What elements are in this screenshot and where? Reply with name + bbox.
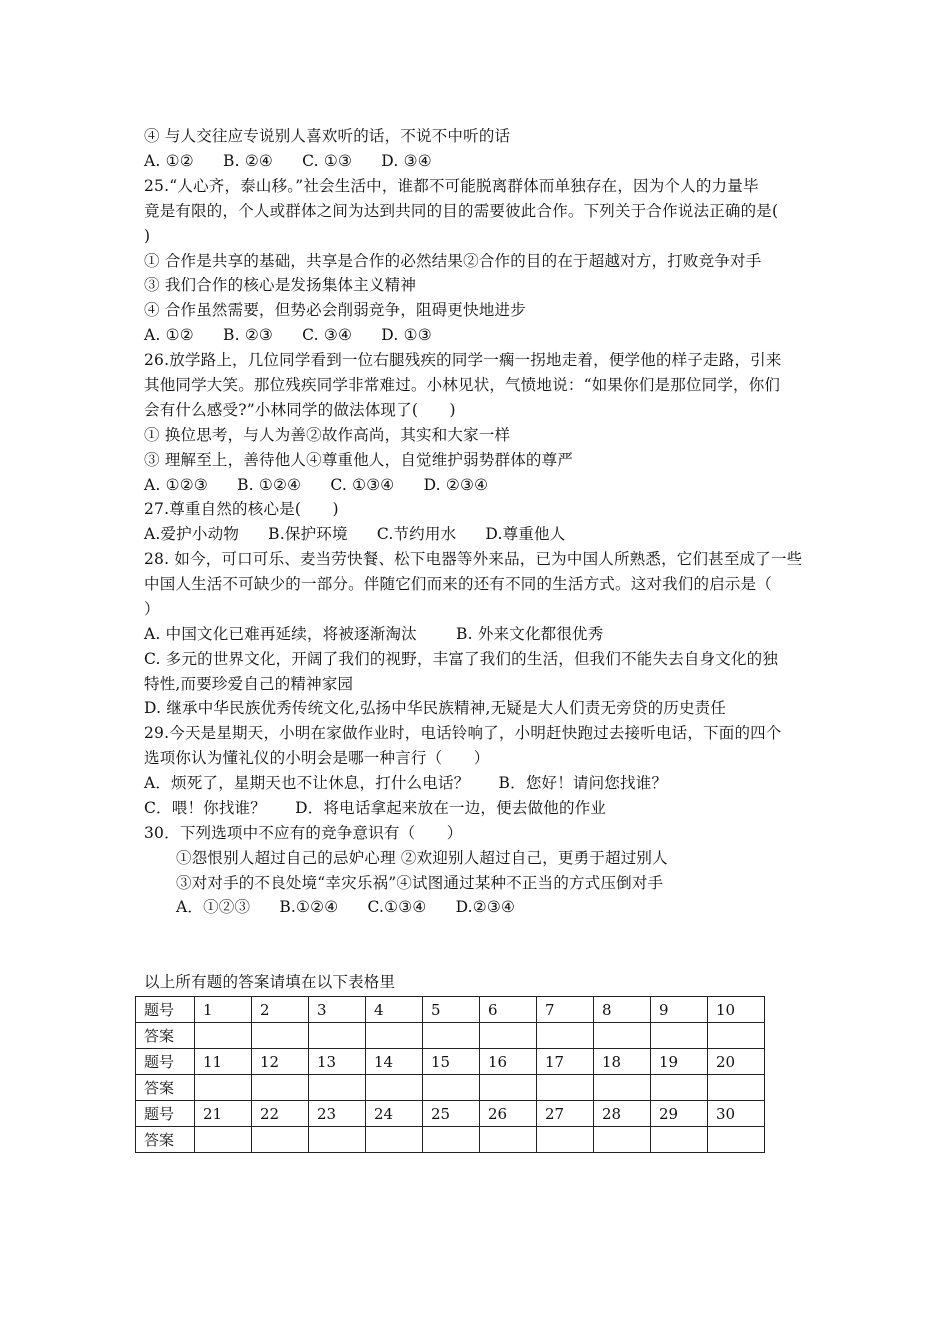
question-25-statement-4: ④ 合作虽然需要，但势必会削弱竞争，阻碍更快地进步	[144, 301, 526, 319]
question-number-cell: 21	[195, 1101, 252, 1127]
question-number-cell: 9	[651, 997, 708, 1023]
answer-cell[interactable]	[366, 1023, 423, 1049]
answer-cell[interactable]	[594, 1127, 651, 1153]
answer-cell[interactable]	[480, 1023, 537, 1049]
table-row-answers	[136, 1127, 765, 1153]
question-25-statement-1: ① 合作是共享的基础，共享是合作的必然结果②合作的目的在于超越对方，打败竞争对手	[144, 252, 762, 270]
question-number-cell: 24	[366, 1101, 423, 1127]
question-number-cell: 29	[651, 1101, 708, 1127]
answer-cell[interactable]	[594, 1023, 651, 1049]
question-26-text-3: 会有什么感受?”小林同学的做法体现了( )	[144, 401, 456, 419]
table-row-numbers	[136, 997, 765, 1023]
question-number-cell: 14	[366, 1049, 423, 1075]
question-number-cell: 27	[537, 1101, 594, 1127]
answer-cell[interactable]	[708, 1023, 765, 1049]
question-number-cell: 25	[423, 1101, 480, 1127]
question-28-text-3: ）	[144, 600, 160, 618]
question-30-statement-1: ①怨恨别人超过自己的忌妒心理 ②欢迎别人超过自己，更勇于超过别人	[176, 849, 668, 867]
question-number-cell: 26	[480, 1101, 537, 1127]
question-number-cell: 7	[537, 997, 594, 1023]
choice-b: B.①②④	[279, 898, 339, 916]
choice-a: A.爱护小动物	[144, 525, 240, 543]
choice-b: B. ②③	[222, 326, 274, 344]
choice-c: C.节约用水	[376, 525, 457, 543]
question-26-statement-1: ① 换位思考，与人为善②故作高尚，其实和大家一样	[144, 426, 511, 444]
answer-cell[interactable]	[708, 1075, 765, 1101]
answer-cell[interactable]	[252, 1075, 309, 1101]
answer-cell[interactable]	[537, 1075, 594, 1101]
answer-cell[interactable]	[252, 1127, 309, 1153]
question-number-cell: 4	[366, 997, 423, 1023]
answer-cell[interactable]	[309, 1075, 366, 1101]
choice-c: C．喂！你找谁？	[144, 799, 266, 817]
choice-a: A. ①②	[144, 152, 194, 170]
question-30-text: 30．下列选项中不应有的竞争意识有（ ）	[144, 824, 463, 842]
answer-cell[interactable]	[423, 1127, 480, 1153]
table-row-answers	[136, 1075, 765, 1101]
question-number-cell: 12	[252, 1049, 309, 1075]
question-number-cell: 22	[252, 1101, 309, 1127]
answer-cell[interactable]	[195, 1127, 252, 1153]
answer-cell[interactable]	[309, 1023, 366, 1049]
question-number-cell: 3	[309, 997, 366, 1023]
answer-cell[interactable]	[708, 1127, 765, 1153]
question-29-text-1: 29.今天是星期天，小明在家做作业时，电话铃响了，小明赶快跑过去接听电话，下面的四个	[144, 724, 782, 742]
question-number-cell: 8	[594, 997, 651, 1023]
choice-a: A. ①②	[144, 326, 194, 344]
question-29-choices-ab	[144, 771, 691, 795]
answer-cell[interactable]	[252, 1023, 309, 1049]
answer-cell[interactable]	[594, 1075, 651, 1101]
question-24-choices	[144, 149, 456, 173]
choice-d: D. ①③	[381, 326, 432, 344]
question-28-text-1: 28. 如今，可口可乐、麦当劳快餐、松下电器等外来品，已为中国人所熟悉，它们甚至成了一些	[144, 550, 803, 568]
question-26-text-2: 其他同学大笑。那位残疾同学非常难过。小林见状，气愤地说：“如果你们是那位同学，你们	[144, 376, 781, 394]
answer-cell[interactable]	[480, 1127, 537, 1153]
question-30-statement-3: ③对对手的不良处境“幸灾乐祸”④试图通过某种不正当的方式压倒对手	[176, 874, 664, 892]
row-label-answer: 答案	[136, 1075, 195, 1101]
question-number-cell: 15	[423, 1049, 480, 1075]
question-29-choices-cd	[144, 796, 630, 820]
answer-cell[interactable]	[309, 1127, 366, 1153]
question-number-cell: 2	[252, 997, 309, 1023]
question-28-choice-c-2: 特性,而要珍爱自己的精神家园	[144, 675, 354, 693]
question-27-text: 27.尊重自然的核心是( )	[144, 500, 339, 518]
question-number-cell: 16	[480, 1049, 537, 1075]
answer-cell[interactable]	[480, 1075, 537, 1101]
row-label-question-number: 题号	[136, 1101, 195, 1127]
choice-b: B. ①②④	[237, 476, 302, 494]
table-row-numbers	[136, 1049, 765, 1075]
question-number-cell: 23	[309, 1101, 366, 1127]
answer-cell[interactable]	[537, 1127, 594, 1153]
answer-cell[interactable]	[651, 1075, 708, 1101]
question-28-choice-d: D. 继承中华民族优秀传统文化,弘扬中华民族精神,无疑是大人们责无旁贷的历史责任	[144, 699, 727, 717]
question-28-choice-c-1: C. 多元的世界文化，开阔了我们的视野，丰富了我们的生活，但我们不能失去自身文化的独	[144, 650, 779, 668]
row-label-question-number: 题号	[136, 997, 195, 1023]
question-number-cell: 28	[594, 1101, 651, 1127]
choice-b: B. 外来文化都很优秀	[456, 625, 604, 643]
question-26-choices	[144, 473, 512, 497]
answer-table	[135, 996, 765, 1153]
choice-d: D．将电话拿起来放在一边，便去做他的作业	[295, 799, 607, 817]
question-25-text-3: )	[144, 227, 151, 245]
question-29-text-2: 选项你认为懂礼仪的小明会是哪一种言行（ ）	[144, 749, 490, 767]
question-number-cell: 6	[480, 997, 537, 1023]
question-28-choices-ab	[144, 622, 627, 646]
question-28-text-2: 中国人生活不可缺少的一部分。伴随它们而来的还有不同的生活方式。这对我们的启示是（	[144, 575, 773, 593]
question-number-cell: 10	[708, 997, 765, 1023]
question-number-cell: 20	[708, 1049, 765, 1075]
question-25-choices	[144, 323, 456, 347]
answer-cell[interactable]	[195, 1023, 252, 1049]
answer-cell[interactable]	[366, 1127, 423, 1153]
question-number-cell: 5	[423, 997, 480, 1023]
question-number-cell: 17	[537, 1049, 594, 1075]
choice-d: D. ③④	[381, 152, 432, 170]
choice-c: C. ①③④	[330, 476, 395, 494]
answer-cell[interactable]	[423, 1023, 480, 1049]
choice-b: B.保护环境	[268, 525, 348, 543]
row-label-answer: 答案	[136, 1127, 195, 1153]
answer-cell[interactable]	[537, 1023, 594, 1049]
answer-cell[interactable]	[651, 1127, 708, 1153]
choice-d: D.尊重他人	[485, 525, 566, 543]
question-25-text-2: 竟是有限的，个人或群体之间为达到共同的目的需要彼此合作。下列关于合作说法正确的是(	[144, 202, 779, 220]
choice-d: D. ②③④	[423, 476, 489, 494]
question-25-statement-3: ③ 我们合作的核心是发扬集体主义精神	[144, 276, 417, 294]
choice-c: C. ③④	[302, 326, 353, 344]
choice-a: A. 中国文化已难再延续，将被逐渐淘汰	[144, 625, 417, 643]
answer-cell[interactable]	[423, 1075, 480, 1101]
choice-b: B. ②④	[222, 152, 274, 170]
question-number-cell: 30	[708, 1101, 765, 1127]
choice-d: D.②③④	[455, 898, 516, 916]
answer-cell[interactable]	[366, 1075, 423, 1101]
question-number-cell: 1	[195, 997, 252, 1023]
question-number-cell: 19	[651, 1049, 708, 1075]
row-label-answer: 答案	[136, 1023, 195, 1049]
choice-c: C. ①③	[302, 152, 353, 170]
choice-a: A．①②③	[176, 898, 251, 916]
question-number-cell: 13	[309, 1049, 366, 1075]
question-26-statement-3: ③ 理解至上，善待他人④尊重他人，自觉维护弱势群体的尊严	[144, 451, 574, 469]
question-25-text-1: 25.“人心齐，泰山移。”社会生活中，谁都不可能脱离群体而单独存在，因为个人的力量毕	[144, 177, 759, 195]
question-24-option-4: ④ 与人交往应专说别人喜欢听的话，不说不中听的话	[144, 127, 511, 145]
question-27-choices	[144, 522, 589, 546]
choice-a: A. ①②③	[144, 476, 208, 494]
question-26-text-1: 26.放学路上，几位同学看到一位右腿残疾的同学一瘸一拐地走着，便学他的样子走路，引来	[144, 351, 782, 369]
table-row-answers	[136, 1023, 765, 1049]
choice-b: B．您好！请问您找谁？	[498, 774, 668, 792]
answer-cell[interactable]	[195, 1075, 252, 1101]
row-label-question-number: 题号	[136, 1049, 195, 1075]
question-number-cell: 11	[195, 1049, 252, 1075]
answer-cell[interactable]	[651, 1023, 708, 1049]
choice-c: C.①③④	[367, 898, 427, 916]
table-row-numbers	[136, 1101, 765, 1127]
question-30-choices	[176, 895, 539, 919]
question-number-cell: 18	[594, 1049, 651, 1075]
choice-a: A．烦死了，星期天也不让休息，打什么电话？	[144, 774, 470, 792]
table-caption: 以上所有题的答案请填在以下表格里	[144, 973, 396, 991]
